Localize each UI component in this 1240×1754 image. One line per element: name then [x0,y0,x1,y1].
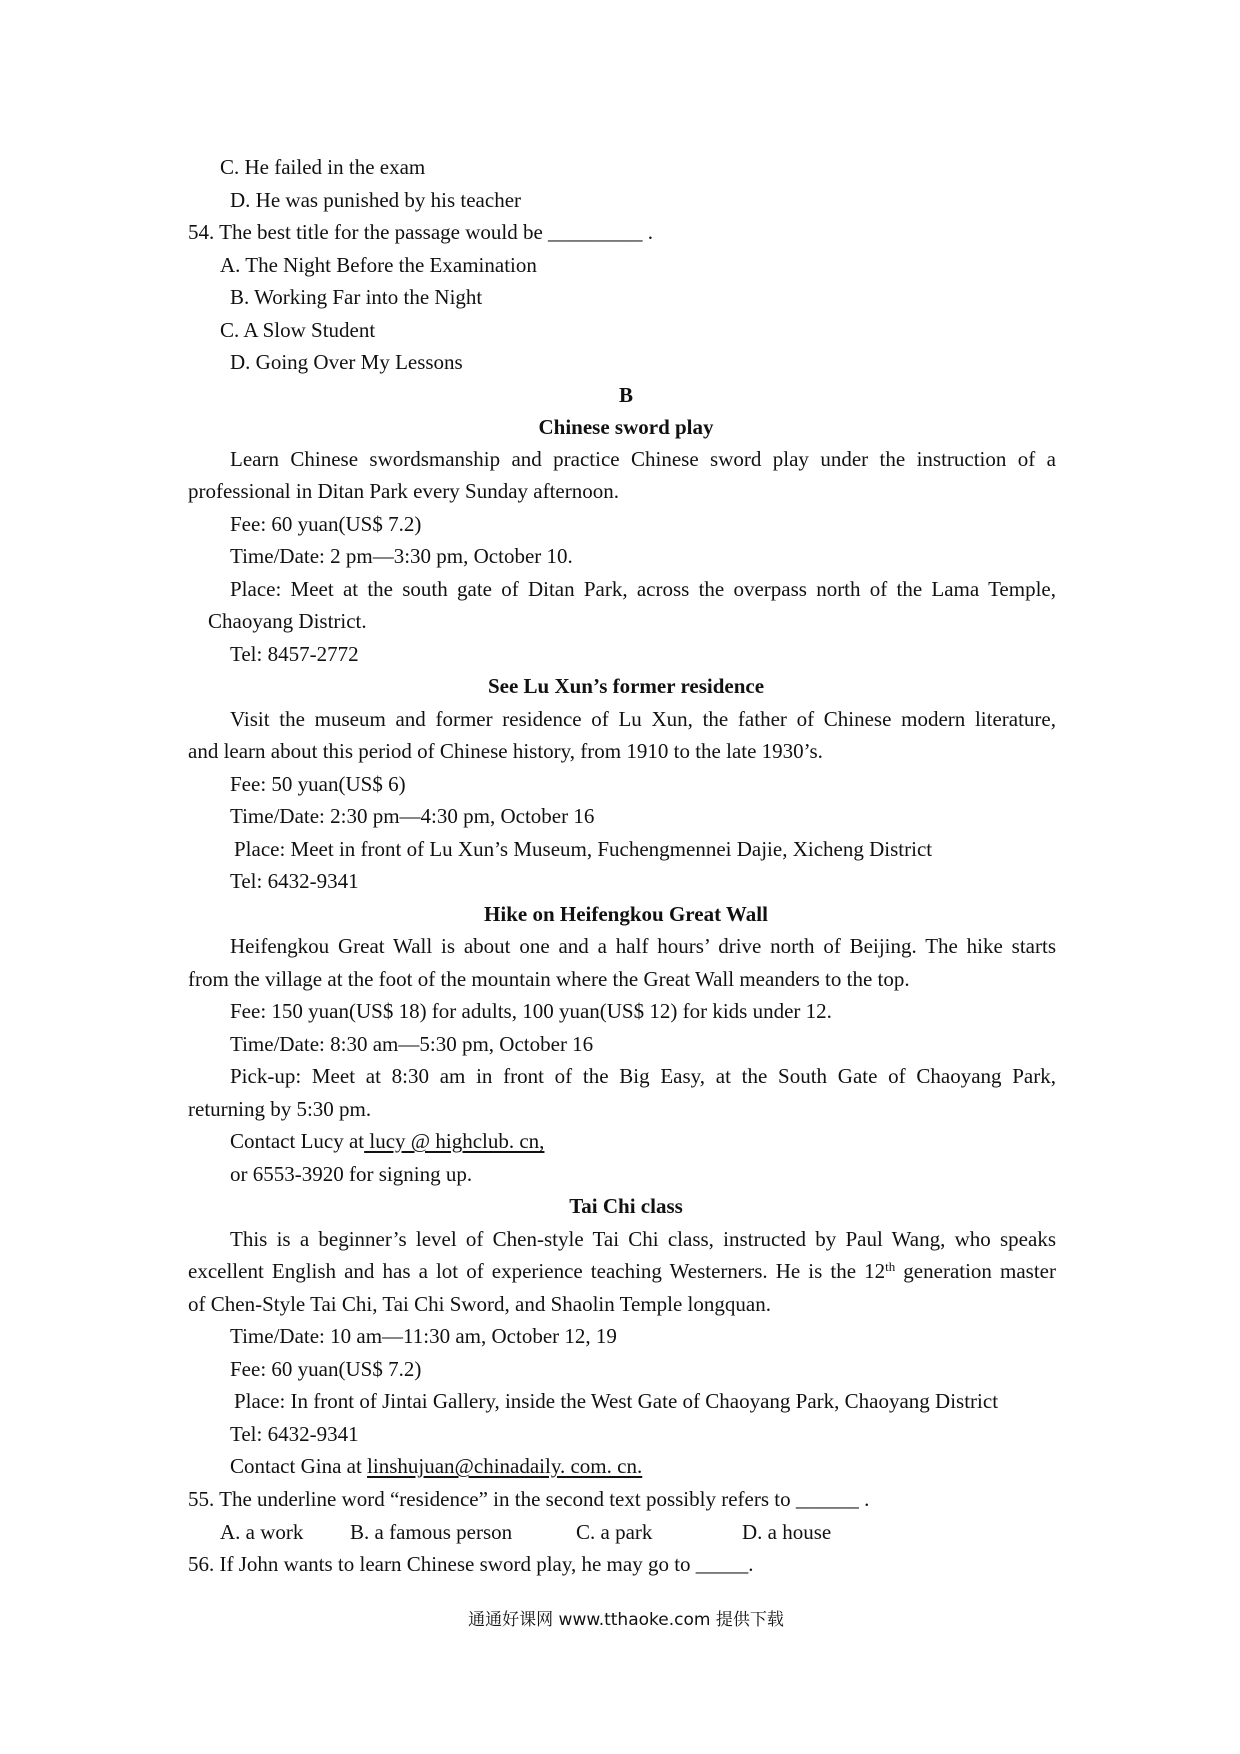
taichi-place: Place: In front of Jintai Gallery, inside the West Gate of Chaoyang Park, Chaoyang District [234,1389,999,1413]
sword-desc-line-2: professional in Ditan Park every Sunday afternoon. [188,479,619,503]
q54-option-d: D. Going Over My Lessons [230,350,463,374]
luxun-fee: Fee: 50 yuan(US$ 6) [230,772,406,796]
hike-contact-phone: or 6553-3920 for signing up. [230,1162,473,1186]
taichi-desc-line-2-start: excellent English and has a lot of experience teaching Westerners. He is the 12 [188,1259,886,1283]
taichi-title: Tai Chi class [569,1194,683,1218]
q55-option-d: D. a house [742,1520,832,1544]
taichi-tel: Tel: 6432-9341 [230,1422,359,1446]
hike-pickup-line-1: Pick-up: Meet at 8:30 am in front of the Big Easy, at the South Gate of Chaoyang Park, [230,1064,1056,1088]
section-label: B [618,383,633,407]
luxun-desc-line-2: and learn about this period of Chinese history, from 1910 to the late 1930’s. [188,739,823,763]
luxun-title: See Lu Xun’s former residence [487,674,765,698]
luxun-tel: Tel: 6432-9341 [230,869,359,893]
q53-option-c: C. He failed in the exam [220,155,426,179]
sword-tel: Tel: 8457-2772 [230,642,359,666]
taichi-desc-line-3: of Chen-Style Tai Chi, Tai Chi Sword, and Shaolin Temple longquan. [188,1292,771,1316]
hike-contact-email-link[interactable]: lucy @ highclub. cn, [364,1129,545,1153]
sword-time: Time/Date: 2 pm—3:30 pm, October 10. [230,544,573,568]
q54-option-a: A. The Night Before the Examination [220,253,537,277]
q53-option-d: D. He was punished by his teacher [230,188,522,212]
hike-pickup-line-2: returning by 5:30 pm. [188,1097,372,1121]
sword-title: Chinese sword play [538,415,714,439]
taichi-contact-email-link[interactable]: linshujuan@chinadaily. com. cn. [367,1454,643,1478]
sword-fee: Fee: 60 yuan(US$ 7.2) [230,512,422,536]
q55-stem: 55. The underline word “residence” in the second text possibly refers to ______ . [188,1487,870,1511]
luxun-place: Place: Meet in front of Lu Xun’s Museum, Fuchengmennei Dajie, Xicheng District [234,837,933,861]
taichi-desc-line-2 [188,1258,1056,1284]
hike-contact [230,1128,544,1154]
luxun-desc-line-1: Visit the museum and former residence of Lu Xun, the father of Chinese modern literature, [230,707,1056,731]
sword-desc-line-1: Learn Chinese swordsmanship and practice Chinese sword play under the instruction of a [230,447,1056,471]
hike-contact-prefix: Contact Lucy at [230,1129,365,1153]
hike-desc-line-1: Heifengkou Great Wall is about one and a half hours’ drive north of Beijing. The hike starts [230,934,1056,958]
q55-option-c: C. a park [576,1520,653,1544]
taichi-contact [230,1453,642,1479]
sword-place-line-2: Chaoyang District. [208,609,367,633]
taichi-ordinal-suffix: th [885,1259,896,1274]
taichi-desc-line-1: This is a beginner’s level of Chen-style Tai Chi class, instructed by Paul Wang, who speaks [230,1227,1056,1251]
q54-stem: 54. The best title for the passage would be _________ . [188,220,654,244]
q55-option-a: A. a work [220,1520,304,1544]
taichi-contact-prefix: Contact Gina at [230,1454,368,1478]
page-footer: 通通好课网 www.tthaoke.com 提供下载 [468,1610,784,1630]
taichi-desc-line-2-end: generation master [895,1259,1056,1283]
q55-option-b: B. a famous person [350,1520,513,1544]
hike-title: Hike on Heifengkou Great Wall [484,902,768,926]
luxun-time: Time/Date: 2:30 pm—4:30 pm, October 16 [230,804,595,828]
taichi-time: Time/Date: 10 am—11:30 am, October 12, 19 [230,1324,617,1348]
sword-place-line-1: Place: Meet at the south gate of Ditan Park, across the overpass north of the Lama Temple, [230,577,1056,601]
hike-fee: Fee: 150 yuan(US$ 18) for adults, 100 yuan(US$ 12) for kids under 12. [230,999,832,1023]
q56-stem: 56. If John wants to learn Chinese sword play, he may go to _____. [188,1552,754,1576]
hike-time: Time/Date: 8:30 am—5:30 pm, October 16 [230,1032,594,1056]
hike-desc-line-2: from the village at the foot of the mountain where the Great Wall meanders to the top. [188,967,910,991]
q54-option-b: B. Working Far into the Night [230,285,483,309]
q54-option-c: C. A Slow Student [220,318,376,342]
taichi-fee: Fee: 60 yuan(US$ 7.2) [230,1357,422,1381]
